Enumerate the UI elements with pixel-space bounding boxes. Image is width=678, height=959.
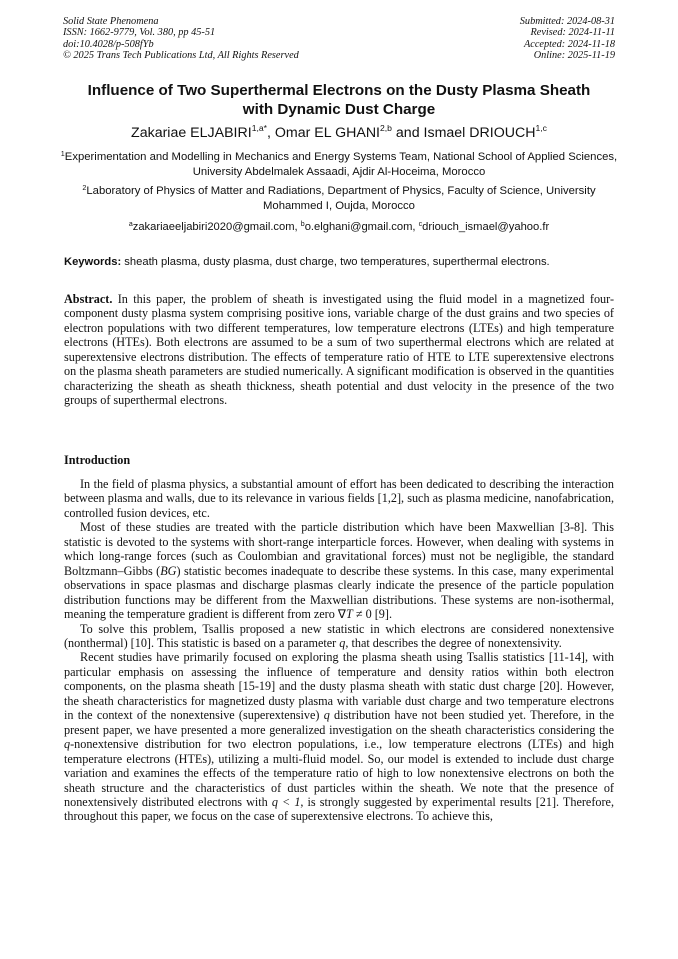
journal-doi: doi:10.4028/p-508fYb bbox=[63, 38, 154, 50]
author-list bbox=[40, 124, 638, 142]
journal-header-left bbox=[63, 16, 299, 62]
abstract-text: In this paper, the problem of sheath is investigated using the fluid model in a magnetized four-component dusty plasma system comprising positive ions, variable charge of the dust grains and two species of electron populations with two different temperatures, low temperature electrons (LTEs) and high temperature electrons (HTEs). Both electrons are assumed to be a sum of two superthermal electrons which are related at superextensive electrons distribution. The effects of temperature ratio of HTE to LTE superextensive electrons on the plasma sheath parameters are studied numerically. A significant modification is observed in the quantities characterizing the sheath as sheath thickness, sheath potential and dust velocity in the presence of the two groups of superthermal electrons. bbox=[64, 292, 614, 408]
email-b-sup: b bbox=[300, 221, 305, 228]
email-a-sup: a bbox=[128, 221, 133, 228]
intro-p4-q-less-than-1: q < 1 bbox=[271, 794, 301, 809]
intro-p4-part-b: distribution have not been studied yet. Therefore, in the present paper, we have presented a more generalized investigation on the sheath characteristics considering the bbox=[64, 708, 614, 737]
intro-p2-t: T bbox=[346, 607, 353, 622]
section-heading-introduction: Introduction bbox=[64, 453, 131, 467]
intro-p4-part-c: -nonextensive distribution for two electron populations, i.e., low temperature electrons (LTEs) and high temperature electrons (HTEs), utilizing a multi-fluid model. So, our model is extended to include dust charge variation and examines the effects of the temperature ratio of high to low nonextensive electrons on both the sheath structure and the characteristics of dust particles within the sheath. We note that the presence of nonextensively distributed electrons with bbox=[64, 737, 614, 809]
affiliation-2 bbox=[60, 184, 618, 215]
email-a[interactable]: zakariaeeljabiri2020@gmail.com, bbox=[132, 221, 301, 233]
keywords-text: sheath plasma, dusty plasma, dust charge, two temperatures, superthermal electrons. bbox=[121, 256, 550, 268]
journal-header-right bbox=[520, 16, 615, 62]
date-accepted: Accepted: 2024-11-18 bbox=[523, 38, 615, 50]
intro-paragraph-4 bbox=[64, 650, 614, 823]
author-2-name: Omar EL GHANI bbox=[274, 125, 381, 141]
author-sep-1: , bbox=[267, 125, 275, 141]
intro-paragraph-3 bbox=[64, 622, 614, 651]
keywords-label: Keywords: bbox=[64, 256, 122, 268]
author-1-sup: 1,a* bbox=[251, 123, 267, 133]
intro-p4-q1: q bbox=[323, 708, 330, 723]
intro-p2-bg: BG bbox=[160, 563, 177, 578]
journal-copyright: © 2025 Trans Tech Publications Ltd, All Rights Reserved bbox=[63, 50, 299, 62]
email-c-sup: c bbox=[418, 221, 423, 228]
keywords bbox=[64, 255, 624, 270]
journal-name: Solid State Phenomena bbox=[63, 16, 159, 27]
intro-p3-part-a: To solve this problem, Tsallis proposed a new statistic in which electrons are considered nonextensive (nonthermal) [10]. This statistic is based on a parameter bbox=[64, 621, 614, 650]
author-sep-2: and bbox=[391, 125, 424, 141]
affiliation-1 bbox=[60, 150, 618, 181]
email-c[interactable]: driouch_ismael@yahoo.fr bbox=[422, 221, 550, 233]
affiliation-1-number: 1 bbox=[60, 149, 65, 158]
author-1-name: Zakariae ELJABIRI bbox=[131, 125, 252, 141]
affiliation-2-text: Laboratory of Physics of Matter and Radiations, Department of Physics, Faculty of Science, University Mohammed I, Oujda, Morocco bbox=[86, 185, 596, 213]
date-revised: Revised: 2024-11-11 bbox=[530, 27, 615, 39]
affiliation-1-text: Experimentation and Modelling in Mechanics and Energy Systems Team, National School of Applied Sciences, University Abdelmalek Assaadi, Ajdir Al-Hoceima, Morocco bbox=[64, 151, 618, 179]
intro-paragraph-2 bbox=[64, 520, 614, 621]
date-online: Online: 2025-11-19 bbox=[533, 50, 615, 62]
affiliation-2-number: 2 bbox=[82, 183, 87, 192]
introduction-body bbox=[64, 477, 614, 824]
intro-p3-q: q bbox=[339, 635, 346, 650]
abstract bbox=[64, 292, 614, 408]
abstract-label: Abstract. bbox=[64, 292, 113, 306]
intro-paragraph-1: In the field of plasma physics, a substantial amount of effort has been dedicated to describing the interaction between plasma and walls, due to its relevance in various fields [1,2], such as plasma medicine, nanofabrication, controlled fusion devices, etc. bbox=[64, 477, 614, 520]
intro-p2-part-c: ≠ 0 [9]. bbox=[352, 607, 393, 622]
author-emails bbox=[40, 220, 638, 235]
title-line-1: Influence of Two Superthermal Electrons on the Dusty Plasma Sheath bbox=[87, 82, 591, 99]
email-b[interactable]: o.elghani@gmail.com, bbox=[304, 221, 419, 233]
intro-p3-part-b: , that describes the degree of nonextensivity. bbox=[345, 635, 562, 650]
title-line-2: with Dynamic Dust Charge bbox=[242, 100, 436, 118]
paper-title bbox=[40, 82, 638, 119]
author-3-sup: 1,c bbox=[535, 123, 547, 133]
intro-p4-part-d: , is strongly suggested by experimental results [21]. Therefore, throughout this paper, we focus on the case of superextensive electrons. To achieve this, bbox=[64, 794, 615, 824]
date-submitted: Submitted: 2024-08-31 bbox=[519, 16, 615, 27]
intro-p4-q2: q bbox=[64, 737, 71, 752]
journal-issn: ISSN: 1662-9779, Vol. 380, pp 45-51 bbox=[63, 27, 216, 39]
intro-p2-part-b: ) statistic becomes inadequate to describe these systems. In this case, many experimental observations in space plasmas and discharge plasmas clearly indicate the presence of the particle population distribution functions may be different from the Maxwellian distributions. These systems are non-isothermal, meaning the temperature gradient is different from zero ∇ bbox=[64, 563, 614, 622]
author-2-sup: 2,b bbox=[380, 123, 392, 133]
author-3-name: Ismael DRIOUCH bbox=[423, 125, 536, 141]
intro-p2-part-a: Most of these studies are treated with the particle distribution which have been Maxwellian [3-8]. This statistic is devoted to the systems with short-range interparticle forces. However, when dealing with systems in which long-range forces (such as Coulombian and gravitational forces) must not be negligible, the standard Boltzmann–Gibbs ( bbox=[64, 520, 614, 578]
intro-p4-part-a: Recent studies have primarily focused on exploring the plasma sheath using Tsallis statistics [11-14], with particular emphasis on assessing the influence of temperature and density ratios within both electron components, on the plasma sheath [15-19] and the dusty plasma sheath with static dust charge [20]. However, the sheath characteristics for magnetized dusty plasma with variable dust charge and two temperature electrons in the context of the nonextensive (superextensive) bbox=[64, 650, 614, 723]
